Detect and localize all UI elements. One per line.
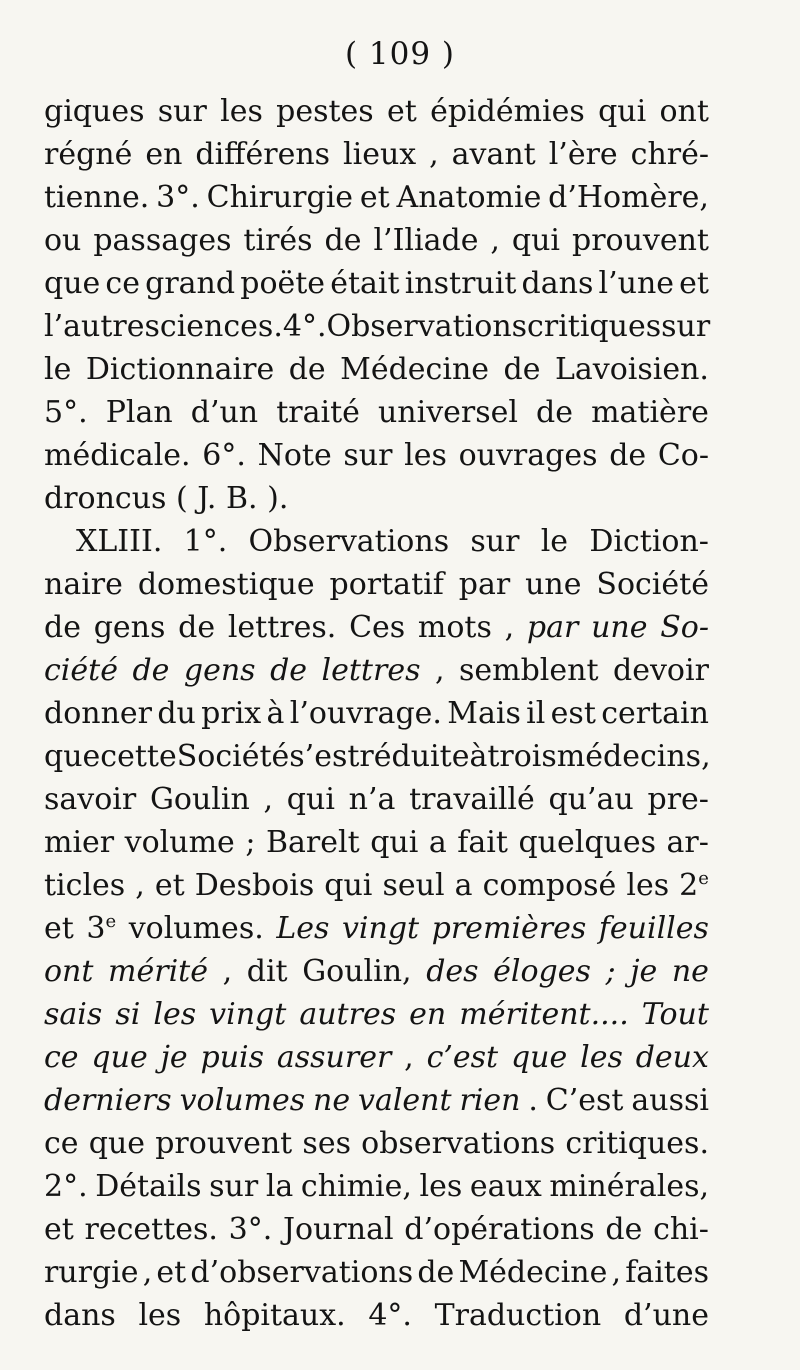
text-word: composé xyxy=(482,868,617,903)
text-word: Médecine xyxy=(340,352,490,387)
text-word: de xyxy=(178,610,216,645)
text-word: dans xyxy=(521,266,594,301)
text-word: réduite xyxy=(359,739,470,774)
text-line xyxy=(44,434,709,477)
text-word: des xyxy=(426,954,479,989)
text-word: sur xyxy=(661,309,711,344)
text-word: Médecine xyxy=(458,1255,608,1290)
text-word: Journal xyxy=(283,1212,394,1247)
text-word: 2°. xyxy=(44,1169,88,1204)
text-word: Chirurgie xyxy=(206,180,354,215)
text-word: et xyxy=(44,911,74,946)
text-word: poëte xyxy=(240,266,326,301)
text-line xyxy=(44,1294,709,1337)
text-word: et xyxy=(154,868,185,903)
text-word: certain xyxy=(601,696,709,731)
text-word: le xyxy=(44,352,72,387)
text-word: la xyxy=(265,1169,294,1204)
text-word: Lavoisien. xyxy=(554,352,709,387)
text-word: médecins, xyxy=(556,739,711,774)
text-word: ticles xyxy=(44,868,126,903)
text-word: 3°. xyxy=(228,1212,273,1247)
text-word: critiques. xyxy=(565,1126,709,1161)
text-line xyxy=(44,348,709,391)
text-word: , xyxy=(490,223,500,258)
text-word: XLIII. xyxy=(76,524,163,559)
text-word: a xyxy=(454,868,473,903)
text-word: derniers xyxy=(44,1083,172,1118)
text-word: universel xyxy=(377,395,518,430)
text-word: domestique xyxy=(137,567,315,602)
text-word: l’une xyxy=(598,266,675,301)
text-word: recettes. xyxy=(84,1212,218,1247)
text-word: Observations xyxy=(326,309,528,344)
text-line xyxy=(44,950,709,993)
text-word: . xyxy=(528,1083,538,1118)
text-word: que xyxy=(44,266,101,301)
text-line xyxy=(44,1251,709,1294)
text-word: de xyxy=(536,395,574,430)
text-word: cette xyxy=(100,739,177,774)
text-word: dit xyxy=(246,954,288,989)
text-word: de xyxy=(44,610,81,645)
text-word: vingt xyxy=(209,997,287,1032)
text-word: Détails xyxy=(95,1169,202,1204)
text-word: Société xyxy=(176,739,290,774)
text-word: , xyxy=(434,653,445,688)
text-word: feuilles xyxy=(598,911,709,946)
text-line xyxy=(44,133,709,176)
text-word: Observations xyxy=(248,524,450,559)
text-word: chi- xyxy=(653,1212,709,1247)
text-word: si xyxy=(115,997,141,1032)
text-word: seul xyxy=(382,868,445,903)
text-word: volumes xyxy=(179,1083,306,1118)
text-word: régné xyxy=(44,137,133,172)
text-word: que xyxy=(88,1126,146,1161)
text-word: de xyxy=(132,653,170,688)
text-word: ; xyxy=(605,954,616,989)
text-line xyxy=(44,907,709,950)
text-word: 4°. xyxy=(368,1298,412,1333)
text-word: de xyxy=(609,438,647,473)
text-word: devoir xyxy=(613,653,709,688)
text-word: Société xyxy=(596,567,709,602)
text-word: s’est xyxy=(289,739,360,774)
text-word: mots xyxy=(417,610,492,645)
text-word: travaillé xyxy=(409,782,535,817)
text-word: Ces xyxy=(349,610,406,645)
text-line xyxy=(44,520,709,563)
text-word: ont xyxy=(659,94,709,129)
text-word: de xyxy=(288,352,326,387)
text-word: ciété xyxy=(44,653,118,688)
text-word: sciences. xyxy=(144,309,283,344)
text-word: ne xyxy=(671,954,709,989)
text-word: passages xyxy=(93,223,232,258)
text-word: puis xyxy=(200,1040,264,1075)
text-word: qui xyxy=(511,223,561,258)
text-word: , xyxy=(611,1255,622,1290)
text-word: Traduction xyxy=(434,1298,602,1333)
text-word: Plan xyxy=(105,395,173,430)
text-word: lettres. xyxy=(227,610,337,645)
text-word: 3°. xyxy=(156,180,200,215)
text-word: d’observations xyxy=(190,1255,414,1290)
text-word: grand xyxy=(145,266,236,301)
text-word: l’ouvrage. xyxy=(289,696,442,731)
text-word: pre- xyxy=(647,782,709,817)
text-word: tirés xyxy=(243,223,313,258)
text-word: Mais xyxy=(447,696,521,731)
text-word: quelques xyxy=(518,825,657,860)
text-word: l’ère xyxy=(548,137,618,172)
text-word: Les xyxy=(276,911,330,946)
text-word: à xyxy=(469,739,488,774)
text-word: ; xyxy=(245,825,256,860)
text-word: de xyxy=(503,352,541,387)
text-word: Barelt xyxy=(265,825,360,860)
text-word: sur xyxy=(157,94,207,129)
text-line xyxy=(44,1122,709,1165)
text-word: Desbois xyxy=(194,868,315,903)
text-line xyxy=(44,1036,709,1079)
text-word: premières xyxy=(431,911,587,946)
text-word: , xyxy=(404,1040,414,1075)
text-word: ce xyxy=(44,1040,79,1075)
text-line xyxy=(44,778,709,821)
text-word: et xyxy=(679,266,709,301)
text-word: , xyxy=(429,137,439,172)
text-word: à xyxy=(266,696,285,731)
text-line xyxy=(44,305,709,348)
text-word: il xyxy=(526,696,546,731)
text-word: ce xyxy=(105,266,140,301)
text-word: en xyxy=(145,137,183,172)
text-word: Note xyxy=(257,438,332,473)
text-word: qui xyxy=(324,868,373,903)
text-word: médicale. xyxy=(44,438,191,473)
text-word: d’opérations xyxy=(404,1212,595,1247)
text-word: observations xyxy=(361,1126,556,1161)
text-word: savoir xyxy=(44,782,137,817)
text-word: critiques xyxy=(527,309,662,344)
text-word: que xyxy=(510,1040,568,1075)
text-word: en xyxy=(409,997,447,1032)
text-word: Diction- xyxy=(589,524,709,559)
text-word: était xyxy=(330,266,400,301)
text-word: tienne. xyxy=(44,180,150,215)
text-word: je xyxy=(630,954,658,989)
text-word: et xyxy=(359,180,390,215)
text-line xyxy=(44,692,709,735)
text-word: sur xyxy=(209,1169,259,1204)
text-word: semblent xyxy=(459,653,599,688)
text-word: avant xyxy=(451,137,536,172)
text-word: a xyxy=(428,825,447,860)
text-word: chimie, xyxy=(300,1169,412,1204)
text-word: et xyxy=(386,94,417,129)
text-word: les xyxy=(580,1040,623,1075)
text-line xyxy=(44,563,709,606)
text-word: et xyxy=(44,1212,74,1247)
text-word: d’une xyxy=(623,1298,709,1333)
text-word: ar- xyxy=(666,825,709,860)
text-word: autres xyxy=(299,997,397,1032)
text-word: portatif xyxy=(329,567,444,602)
text-word: épidémies xyxy=(430,94,585,129)
text-word: c’est xyxy=(426,1040,499,1075)
text-word: les xyxy=(626,868,670,903)
text-word: prouvent xyxy=(571,223,709,258)
text-word: traité xyxy=(276,395,360,430)
text-word: hôpitaux. xyxy=(203,1298,346,1333)
text-word: les xyxy=(419,1169,463,1204)
text-line xyxy=(44,262,709,305)
text-word: est xyxy=(550,696,596,731)
text-word: volumes. xyxy=(128,911,264,946)
text-word: que xyxy=(44,739,101,774)
text-word: différens xyxy=(195,137,331,172)
text-word: 2e xyxy=(679,868,709,903)
text-word: matière xyxy=(591,395,709,430)
text-word: prix xyxy=(201,696,262,731)
text-line xyxy=(44,391,709,434)
text-word: gens xyxy=(183,653,256,688)
text-line xyxy=(44,649,709,692)
text-word: 1°. xyxy=(183,524,228,559)
text-line xyxy=(44,1165,709,1208)
text-word: C’est xyxy=(545,1083,624,1118)
text-word: de xyxy=(605,1212,643,1247)
text-word: d’Homère, xyxy=(548,180,709,215)
text-word: et xyxy=(156,1255,187,1290)
text-word: rurgie xyxy=(44,1255,139,1290)
text-word: Goulin xyxy=(149,782,250,817)
text-word: valent xyxy=(358,1083,452,1118)
text-word: 6°. xyxy=(202,438,246,473)
text-word: volume xyxy=(124,825,235,860)
text-word: d’un xyxy=(190,395,259,430)
text-word: les xyxy=(138,1298,182,1333)
text-word: vingt xyxy=(341,911,420,946)
text-word: giques xyxy=(44,94,145,129)
text-word: lieux xyxy=(343,137,417,172)
text-word: ce xyxy=(44,1126,79,1161)
text-word: eaux xyxy=(469,1169,542,1204)
text-word: par xyxy=(458,567,511,602)
text-word: Dictionnaire xyxy=(85,352,275,387)
text-word: qui xyxy=(370,825,419,860)
text-word: So- xyxy=(660,610,709,645)
text-word: éloges xyxy=(493,954,591,989)
text-word: les xyxy=(404,438,447,473)
text-line xyxy=(44,1079,709,1122)
text-word: de xyxy=(324,223,362,258)
text-word: lettres xyxy=(321,653,421,688)
text-word: , xyxy=(222,954,233,989)
text-word: les xyxy=(153,997,197,1032)
text-word: , xyxy=(263,782,274,817)
text-word: ont xyxy=(44,954,94,989)
text-word: Tout xyxy=(641,997,709,1032)
text-word: aussi xyxy=(631,1083,709,1118)
text-word: chré- xyxy=(630,137,709,172)
text-word: sur xyxy=(470,524,520,559)
text-word: une xyxy=(591,610,648,645)
page-number: ( 109 ) xyxy=(344,36,456,72)
text-word: assurer xyxy=(276,1040,392,1075)
text-word: donner xyxy=(44,696,153,731)
text-word: prouvent xyxy=(155,1126,293,1161)
text-word: de xyxy=(417,1255,455,1290)
text-word: , xyxy=(142,1255,153,1290)
text-word: de xyxy=(270,653,308,688)
text-word: faites xyxy=(625,1255,709,1290)
text-word: Goulin, xyxy=(302,954,412,989)
text-line xyxy=(44,821,709,864)
text-word: ouvrages xyxy=(458,438,598,473)
text-line xyxy=(44,176,709,219)
text-word: pestes xyxy=(276,94,374,129)
body-text xyxy=(44,90,709,1337)
text-word: fait xyxy=(457,825,508,860)
text-word: sais xyxy=(44,997,103,1032)
text-word: que xyxy=(91,1040,148,1075)
text-word: les xyxy=(220,94,263,129)
text-word: , xyxy=(504,610,515,645)
text-word: par xyxy=(526,610,579,645)
text-word: rien xyxy=(459,1083,521,1118)
text-word: l’Iliade xyxy=(373,223,479,258)
text-line xyxy=(44,90,709,133)
text-line xyxy=(44,735,709,778)
text-line xyxy=(44,1208,709,1251)
text-word: qu’au xyxy=(548,782,634,817)
text-word: mérité xyxy=(108,954,208,989)
text-word: Anatomie xyxy=(396,180,542,215)
text-word: sur xyxy=(343,438,393,473)
text-word: 4°. xyxy=(282,309,327,344)
text-word: ou xyxy=(44,223,82,258)
text-word: trois xyxy=(487,739,557,774)
text-word: instruit xyxy=(404,266,517,301)
text-word: 3e xyxy=(86,911,117,946)
text-word: 5°. xyxy=(44,395,88,430)
text-word: gens xyxy=(93,610,166,645)
text-word: mier xyxy=(44,825,115,860)
text-word: méritent.... xyxy=(459,997,629,1032)
text-word: , xyxy=(135,868,145,903)
text-word: minérales, xyxy=(549,1169,709,1204)
text-line xyxy=(44,477,709,520)
text-segment: droncus ( J. B. ). xyxy=(44,481,289,516)
text-line xyxy=(44,606,709,649)
text-line xyxy=(44,219,709,262)
text-word: Co- xyxy=(657,438,709,473)
text-line xyxy=(44,993,709,1036)
text-word: dans xyxy=(44,1298,116,1333)
text-word: deux xyxy=(635,1040,709,1075)
text-word: l’autre xyxy=(44,309,145,344)
text-word: n’a xyxy=(348,782,396,817)
text-word: qui xyxy=(286,782,335,817)
text-word: ne xyxy=(313,1083,351,1118)
text-word: le xyxy=(540,524,569,559)
text-word: du xyxy=(157,696,196,731)
text-line xyxy=(44,864,709,907)
text-word: naire xyxy=(44,567,123,602)
text-word: je xyxy=(160,1040,188,1075)
text-word: qui xyxy=(598,94,647,129)
text-word: une xyxy=(525,567,582,602)
text-word: ses xyxy=(302,1126,351,1161)
